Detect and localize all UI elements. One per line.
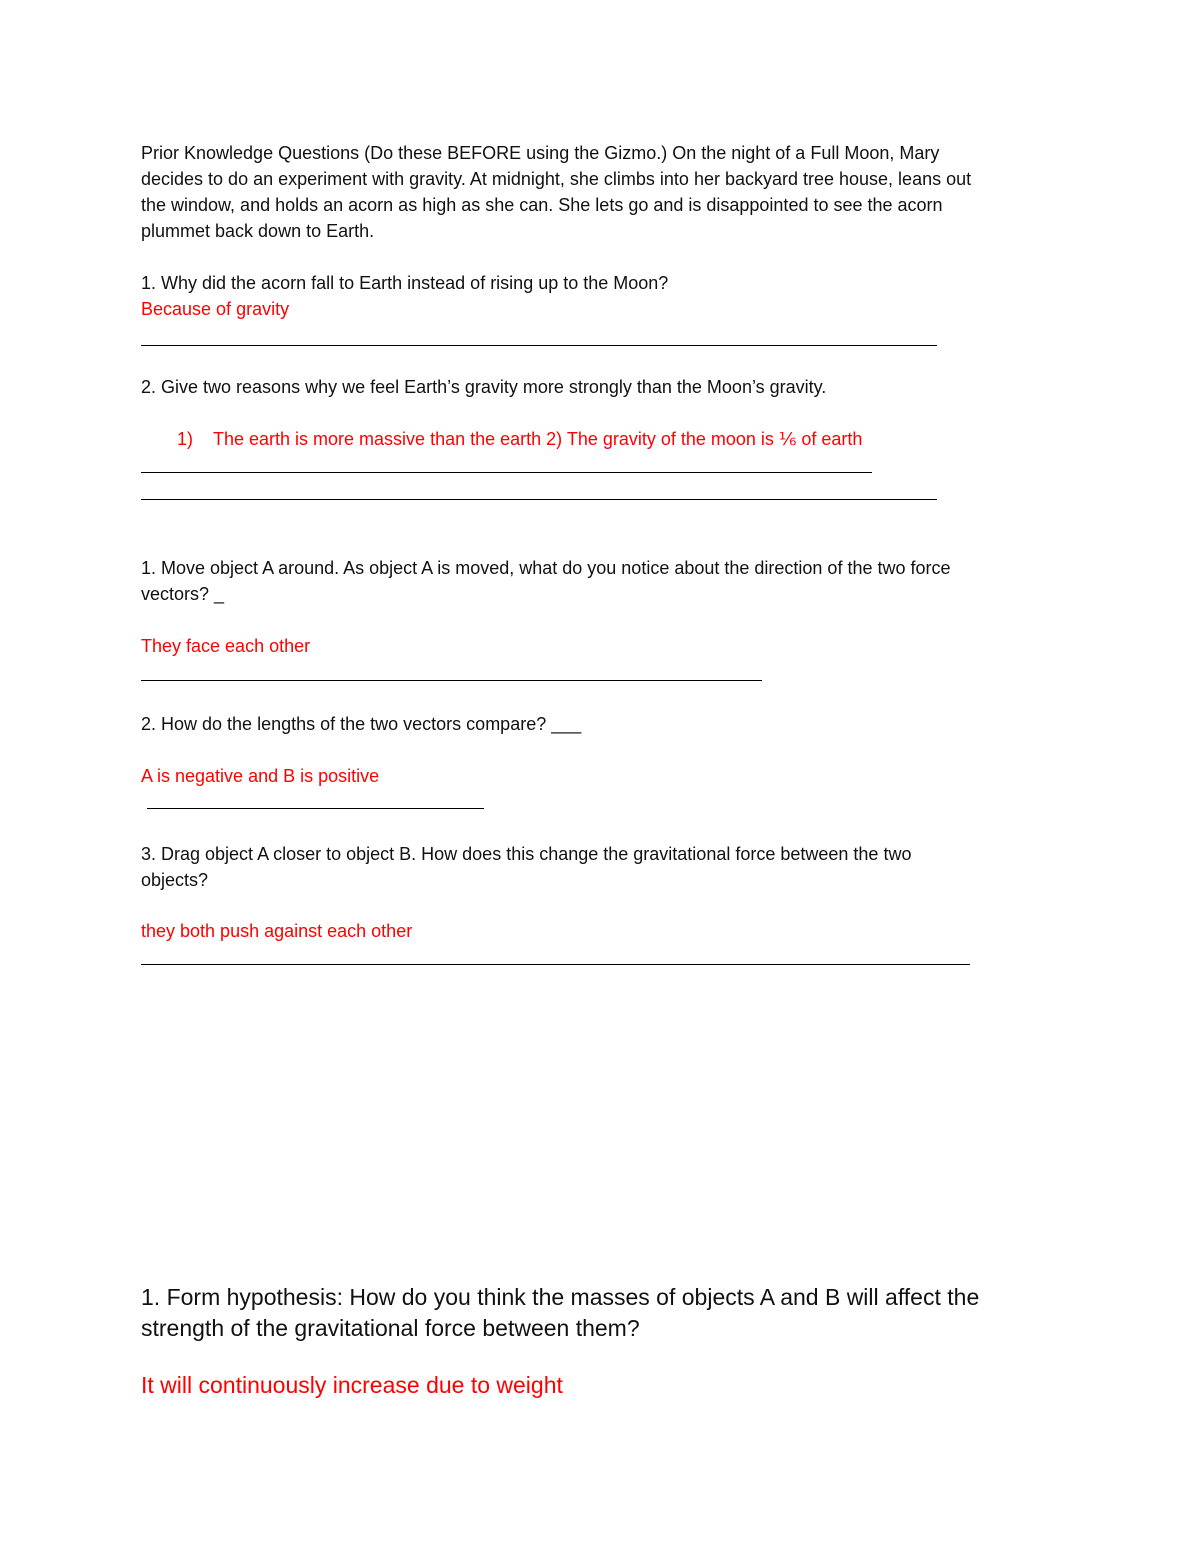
prior-question-2: 2. Give two reasons why we feel Earth’s gravity more strongly than the Moon’s gravity. (141, 377, 827, 397)
answer-line (141, 472, 872, 473)
prior-answer-2-marker: 1) (177, 429, 194, 449)
answer-line (141, 964, 970, 965)
intro-line-2: decides to do an experiment with gravity. At midnight, she climbs into her backyard tree house, leans out (141, 169, 972, 189)
intro-line-1: Prior Knowledge Questions (Do these BEFORE using the Gizmo.) On the night of a Full Moon, Mary (141, 143, 940, 163)
answer-line (141, 680, 762, 681)
answer-line (147, 808, 484, 809)
intro-line-3: the window, and holds an acorn as high as she can. She lets go and is disappointed to see the acorn (141, 195, 943, 215)
hypothesis-question-line-2: strength of the gravitational force between them? (141, 1315, 640, 1341)
answer-line (141, 345, 937, 346)
activity-answer-3: they both push against each other (141, 921, 413, 941)
prior-answer-2: The earth is more massive than the earth 2) The gravity of the moon is ⅙ of earth (213, 429, 863, 449)
activity-question-2: 2. How do the lengths of the two vectors compare? ___ (141, 714, 582, 734)
activity-question-3-line-2: objects? (141, 870, 209, 890)
activity-answer-1: They face each other (141, 636, 311, 656)
hypothesis-question-line-1: 1. Form hypothesis: How do you think the masses of objects A and B will affect the (141, 1284, 980, 1310)
prior-question-1: 1. Why did the acorn fall to Earth instead of rising up to the Moon? (141, 273, 669, 293)
activity-question-1-line-2: vectors? _ (141, 584, 225, 604)
activity-question-1-line-1: 1. Move object A around. As object A is moved, what do you notice about the direction of the two force (141, 558, 951, 578)
activity-question-3-line-1: 3. Drag object A closer to object B. How does this change the gravitational force between the two (141, 844, 912, 864)
activity-answer-2: A is negative and B is positive (141, 766, 380, 786)
answer-line (141, 499, 937, 500)
hypothesis-answer: It will continuously increase due to weight (141, 1372, 563, 1398)
prior-answer-1: Because of gravity (141, 299, 290, 319)
intro-line-4: plummet back down to Earth. (141, 221, 375, 241)
